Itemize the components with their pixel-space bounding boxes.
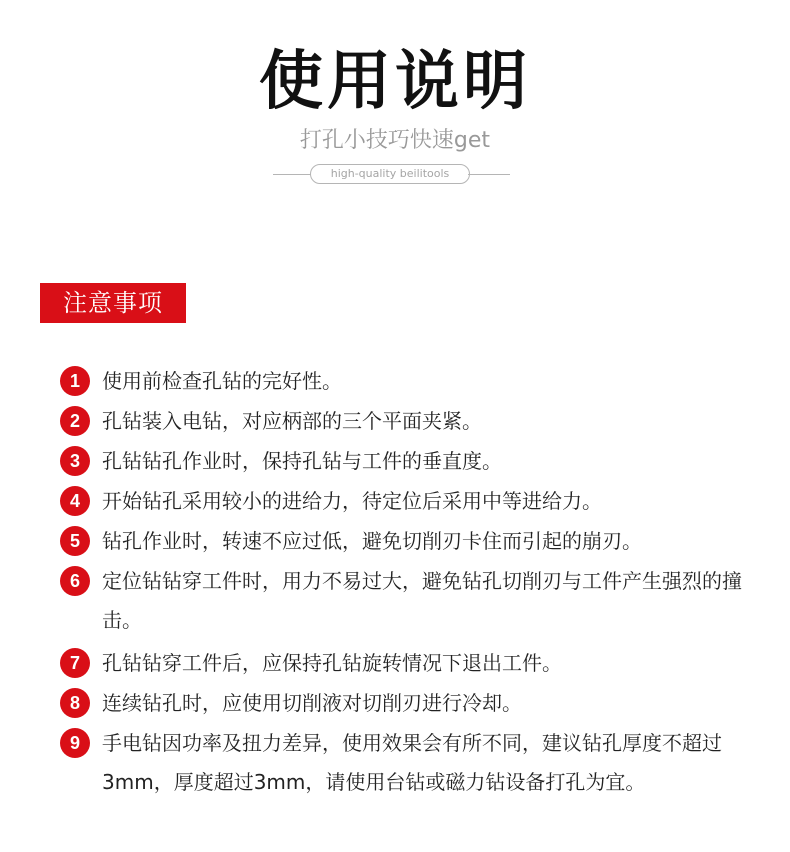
number-badge: 4: [60, 486, 90, 516]
number-badge: 3: [60, 446, 90, 476]
list-item: [56, 562, 756, 644]
number-badge: 9: [60, 728, 90, 758]
item-text: 开始钻孔采用较小的进给力，待定位后采用中等进给力。: [102, 489, 602, 513]
list-item: [56, 522, 756, 562]
item-text: 孔钻钻穿工件后，应保持孔钻旋转情况下退出工件。: [102, 651, 562, 675]
item-text: 使用前检查孔钻的完好性。: [102, 369, 342, 393]
tag-pill: high-quality beilitools: [310, 164, 470, 184]
number-badge: 2: [60, 406, 90, 436]
number-badge: 5: [60, 526, 90, 556]
list-item: [56, 684, 756, 724]
page-subtitle: 打孔小技巧快速get: [299, 128, 491, 153]
section-label: 注意事项: [40, 283, 186, 323]
item-text: 手电钻因功率及扭力差异，使用效果会有所不同，建议钻孔厚度不超过3mm，厚度超过3mm，请使用台钻或磁力钻设备打孔为宜。: [102, 731, 722, 794]
number-badge: 8: [60, 688, 90, 718]
page-title: 使用说明: [259, 45, 531, 119]
list-item: [56, 724, 756, 844]
list-item: [56, 442, 756, 482]
number-badge: 1: [60, 366, 90, 396]
item-text: 连续钻孔时，应使用切削液对切削刃进行冷却。: [102, 691, 522, 715]
list-item: [56, 362, 756, 402]
number-badge: 6: [60, 566, 90, 596]
tag-divider-left: [273, 174, 315, 175]
item-text: 孔钻钻孔作业时，保持孔钻与工件的垂直度。: [102, 449, 502, 473]
item-text: 钻孔作业时，转速不应过低，避免切削刃卡住而引起的崩刃。: [102, 529, 642, 553]
list-item: [56, 644, 756, 684]
list-item: [56, 482, 756, 522]
list-item: [56, 402, 756, 442]
item-text: 定位钻钻穿工件时，用力不易过大，避免钻孔切削刃与工件产生强烈的撞击。: [102, 569, 742, 632]
item-text: 孔钻装入电钻，对应柄部的三个平面夹紧。: [102, 409, 482, 433]
notes-list: [56, 362, 756, 844]
tag-divider-right: [468, 174, 510, 175]
number-badge: 7: [60, 648, 90, 678]
